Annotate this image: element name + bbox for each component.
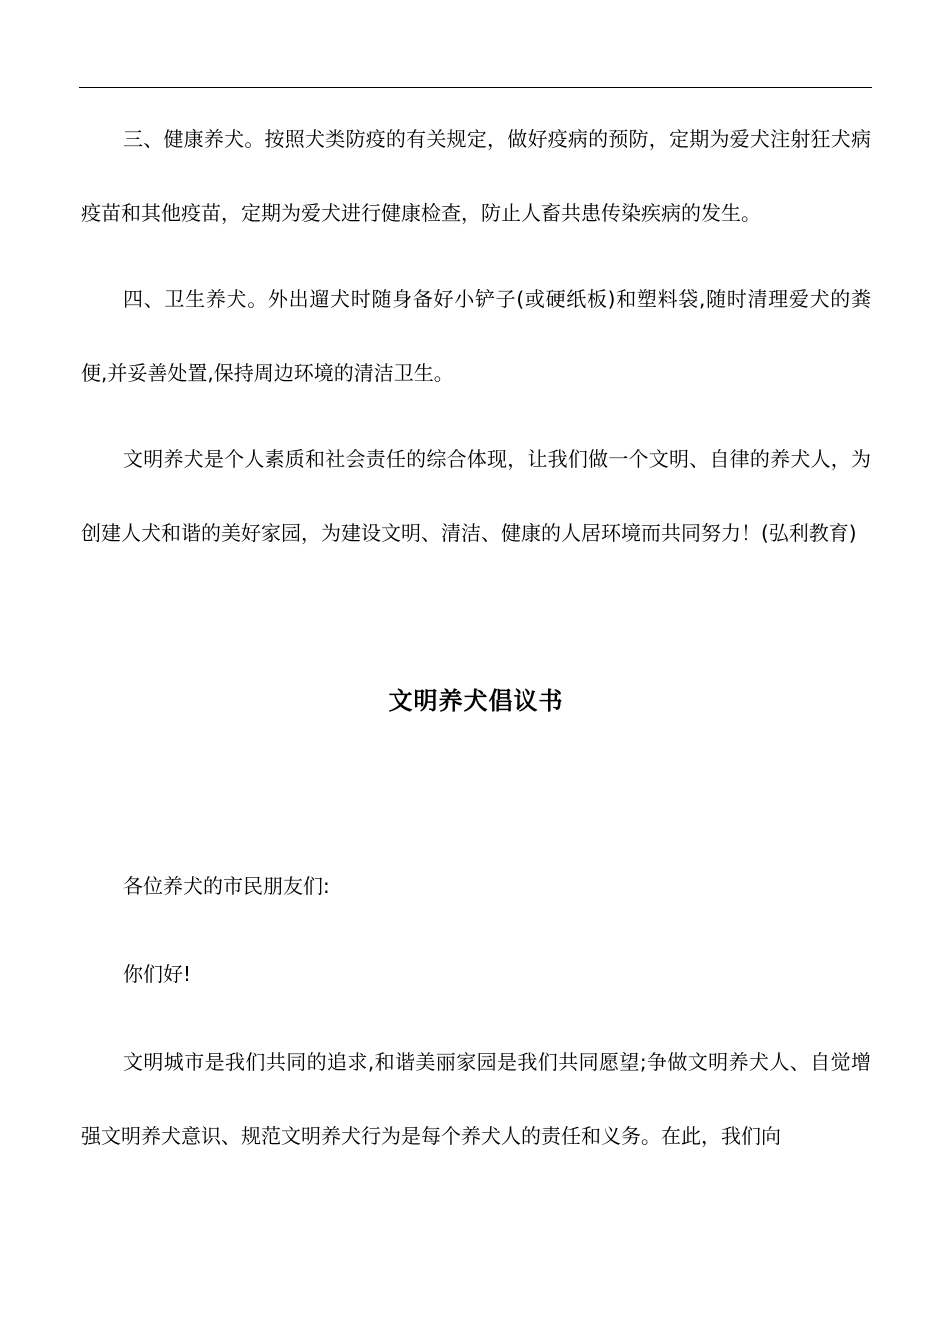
greeting: 你们好!	[123, 962, 192, 986]
paragraph-health-dog-keeping: 三、健康养犬。按照犬类防疫的有关规定，做好疫病的预防，定期为爱犬注射狂犬病疫苗和其他疫苗，定期为爱犬进行健康检查，防止人畜共患传染疾病的发生。	[81, 127, 871, 225]
paragraph-civilized-closing: 文明养犬是个人素质和社会责任的综合体现，让我们做一个文明、自律的养犬人，为创建人犬和谐的美好家园，为建设文明、清洁、健康的人居环境而共同努力！(弘利教育)	[81, 447, 871, 545]
salutation: 各位养犬的市民朋友们:	[123, 874, 330, 898]
header-rule	[79, 87, 872, 88]
paragraph-civilized-city: 文明城市是我们共同的追求,和谐美丽家园是我们共同愿望;争做文明养犬人、自觉增强文明养犬意识、规范文明养犬行为是每个养犬人的责任和义务。在此，我们向	[81, 1050, 871, 1148]
paragraph-hygienic-dog-keeping: 四、卫生养犬。外出遛犬时随身备好小铲子(或硬纸板)和塑料袋,随时清理爱犬的粪便,并妥善处置,保持周边环境的清洁卫生。	[81, 287, 871, 385]
document-body	[81, 102, 871, 1173]
document-title: 文明养犬倡议书	[388, 687, 564, 715]
